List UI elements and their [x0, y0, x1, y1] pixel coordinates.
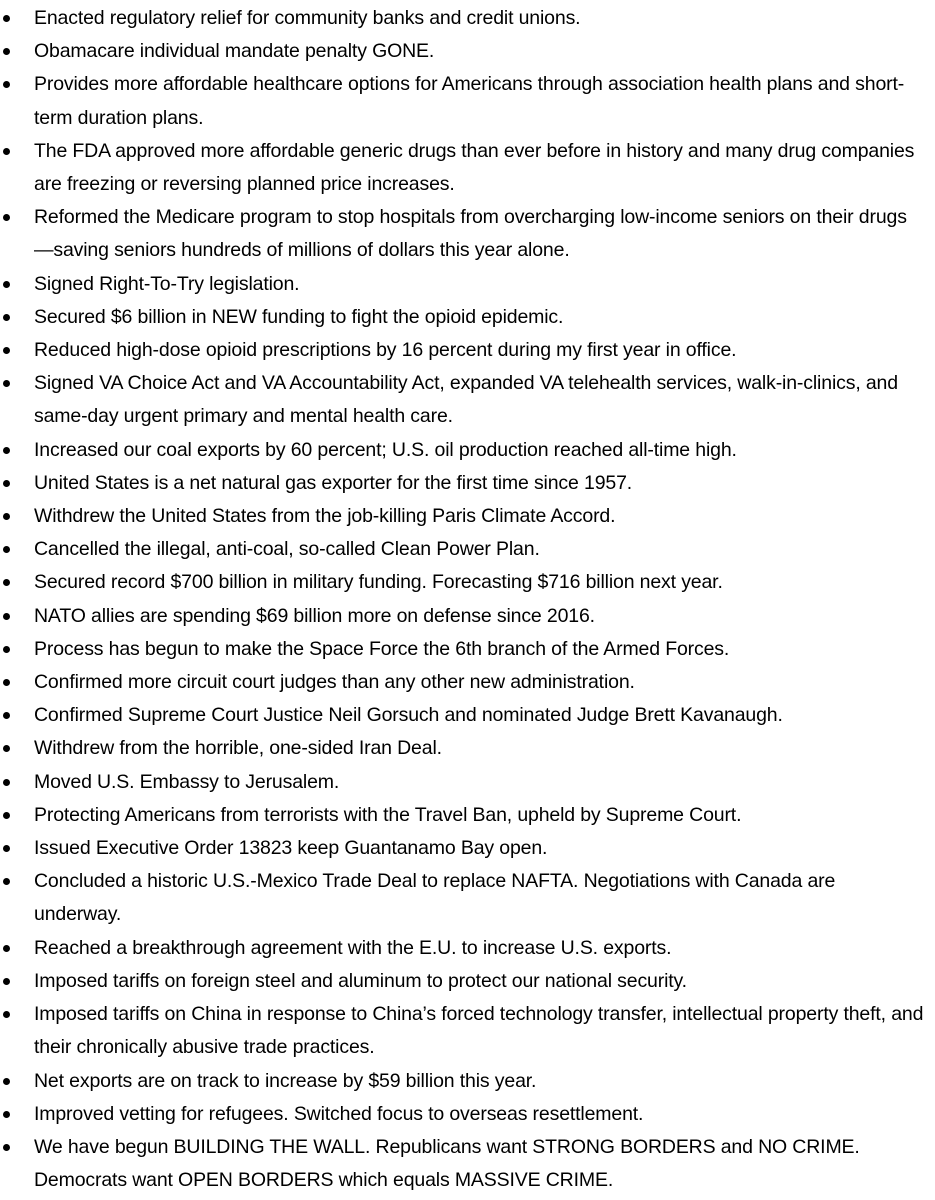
list-item — [0, 135, 925, 201]
list-item-text: Secured $6 billion in NEW funding to fight the opioid epidemic. — [34, 305, 564, 328]
bullet-dot-icon — [3, 513, 10, 520]
list-item-text: Secured record $700 billion in military funding. Forecasting $716 billion next year. — [34, 571, 723, 594]
list-item — [0, 799, 925, 832]
bullet-dot-icon — [3, 945, 10, 952]
list-item — [0, 998, 925, 1064]
bullet-dot-icon — [3, 579, 10, 586]
list-item-text: Signed VA Choice Act and VA Accountability Act, expanded VA telehealth services, walk-in-clinics, and same-day urgent primary and mental health care. — [34, 372, 898, 428]
bullet-dot-icon — [3, 81, 10, 88]
list-item-text: United States is a net natural gas exporter for the first time since 1957. — [34, 471, 633, 494]
list-item — [0, 965, 925, 998]
list-item-text: Increased our coal exports by 60 percent; U.S. oil production reached all-time high. — [34, 438, 737, 461]
list-item — [0, 2, 925, 35]
bullet-dot-icon — [3, 380, 10, 387]
list-item — [0, 201, 925, 267]
bullet-dot-icon — [3, 546, 10, 553]
list-item-text: Imposed tariffs on foreign steel and aluminum to protect our national security. — [34, 969, 687, 992]
list-item — [0, 467, 925, 500]
bullet-dot-icon — [3, 812, 10, 819]
bullet-dot-icon — [3, 314, 10, 321]
list-item — [0, 732, 925, 765]
bullet-dot-icon — [3, 1078, 10, 1085]
list-item-text: Moved U.S. Embassy to Jerusalem. — [34, 770, 340, 793]
list-item — [0, 301, 925, 334]
list-item — [0, 832, 925, 865]
bullet-list — [0, 2, 925, 1197]
list-item-text: Reached a breakthrough agreement with the E.U. to increase U.S. exports. — [34, 936, 672, 959]
bullet-dot-icon — [3, 148, 10, 155]
bullet-dot-icon — [3, 712, 10, 719]
list-item-text: We have begun BUILDING THE WALL. Republicans want STRONG BORDERS and NO CRIME. Democrats want OPEN BORDERS which equals MASSIVE CRIME. — [34, 1135, 860, 1192]
bullet-dot-icon — [3, 480, 10, 487]
bullet-dot-icon — [3, 48, 10, 55]
list-item — [0, 500, 925, 533]
bullet-dot-icon — [3, 1011, 10, 1018]
bullet-dot-icon — [3, 878, 10, 885]
list-item — [0, 865, 925, 931]
list-item-text: Reformed the Medicare program to stop hospitals from overcharging low-income seniors on their drugs—saving seniors hundreds of millions of dollars this year alone. — [34, 206, 907, 262]
list-item — [0, 666, 925, 699]
list-item — [0, 1098, 925, 1131]
list-item-text: Process has begun to make the Space Force the 6th branch of the Armed Forces. — [34, 637, 730, 660]
list-item-text: Enacted regulatory relief for community banks and credit unions. — [34, 7, 581, 29]
bullet-dot-icon — [3, 845, 10, 852]
list-item-text: Withdrew the United States from the job-killing Paris Climate Accord. — [34, 505, 616, 528]
list-item-text: Signed Right-To-Try legislation. — [34, 272, 300, 295]
list-item — [0, 600, 925, 633]
list-item-text: Reduced high-dose opioid prescriptions by 16 percent during my first year in office. — [34, 339, 737, 362]
list-item — [0, 434, 925, 467]
bullet-dot-icon — [3, 1144, 10, 1151]
list-item — [0, 699, 925, 732]
list-item — [0, 1131, 925, 1197]
bullet-dot-icon — [3, 978, 10, 985]
bullet-dot-icon — [3, 447, 10, 454]
list-item-text: Protecting Americans from terrorists with the Travel Ban, upheld by Supreme Court. — [34, 803, 742, 826]
list-item — [0, 367, 925, 433]
list-item-text: Improved vetting for refugees. Switched focus to overseas resettlement. — [34, 1102, 644, 1125]
list-item — [0, 1065, 925, 1098]
list-item — [0, 334, 925, 367]
bullet-dot-icon — [3, 745, 10, 752]
list-item-text: Imposed tariffs on China in response to China’s forced technology transfer, intellectual property theft, and their chronically abusive trade practices. — [34, 1003, 924, 1059]
list-item-text: Net exports are on track to increase by $59 billion this year. — [34, 1069, 537, 1092]
list-item-text: Confirmed more circuit court judges than any other new administration. — [34, 671, 635, 694]
list-item-text: Provides more affordable healthcare options for Americans through association health plans and short-term duration plans. — [34, 73, 905, 129]
bullet-dot-icon — [3, 281, 10, 288]
list-item — [0, 633, 925, 666]
list-item-text: Issued Executive Order 13823 keep Guantanamo Bay open. — [34, 837, 548, 860]
list-item — [0, 932, 925, 965]
list-item — [0, 766, 925, 799]
bullet-dot-icon — [3, 214, 10, 221]
list-item — [0, 533, 925, 566]
bullet-dot-icon — [3, 779, 10, 786]
list-item — [0, 268, 925, 301]
list-item-text: Obamacare individual mandate penalty GONE. — [34, 40, 435, 63]
list-item-text: Cancelled the illegal, anti-coal, so-called Clean Power Plan. — [34, 538, 540, 561]
bullet-dot-icon — [3, 347, 10, 354]
bullet-dot-icon — [3, 15, 10, 22]
bullet-dot-icon — [3, 646, 10, 653]
list-item-text: The FDA approved more affordable generic drugs than ever before in history and many drug companies are freezing or reversing planned price increases. — [34, 139, 915, 196]
list-item-text: Concluded a historic U.S.-Mexico Trade Deal to replace NAFTA. Negotiations with Canada are underway. — [34, 870, 836, 926]
list-item — [0, 566, 925, 599]
list-item-text: NATO allies are spending $69 billion more on defense since 2016. — [34, 604, 595, 627]
bullet-dot-icon — [3, 679, 10, 686]
bullet-dot-icon — [3, 613, 10, 620]
list-item-text: Withdrew from the horrible, one-sided Iran Deal. — [34, 737, 442, 760]
list-item — [0, 35, 925, 68]
list-item — [0, 68, 925, 134]
bullet-dot-icon — [3, 1111, 10, 1118]
list-item-text: Confirmed Supreme Court Justice Neil Gorsuch and nominated Judge Brett Kavanaugh. — [34, 704, 783, 727]
